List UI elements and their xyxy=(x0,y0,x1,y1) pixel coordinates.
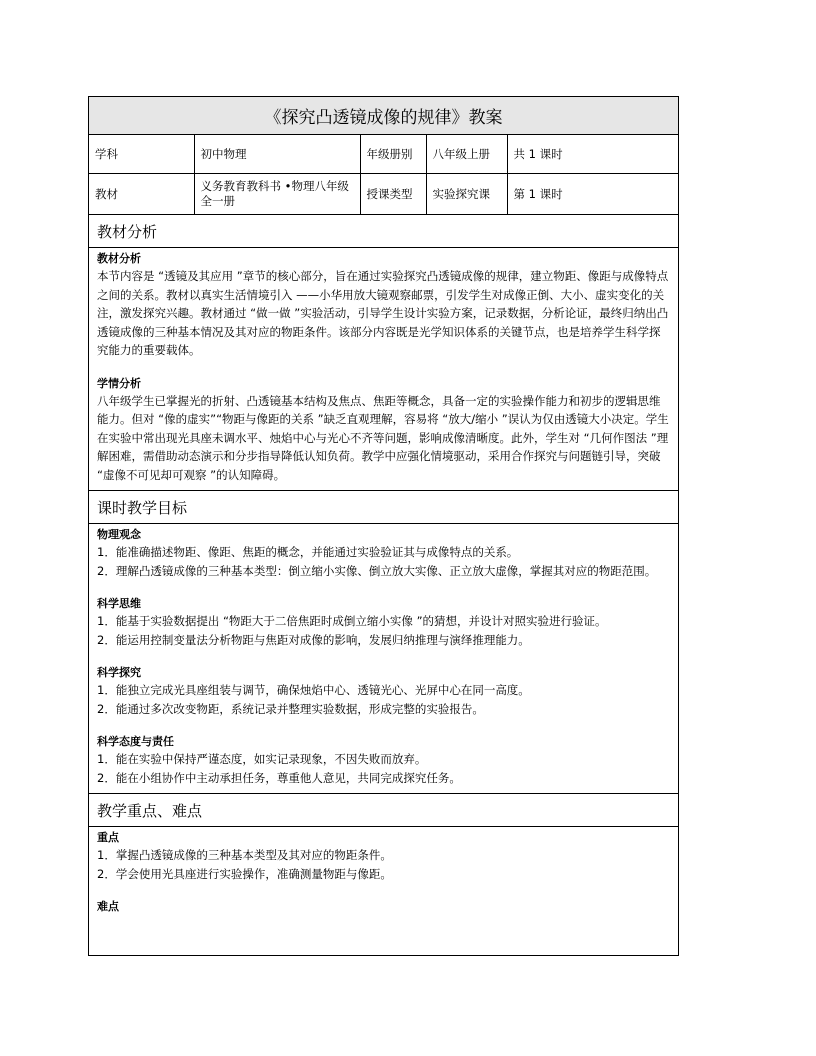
paragraph: 本节内容是 “透镜及其应用 ”章节的核心部分，旨在通过实验探究凸透镜成像的规律，建立物距、像距与成像特点之间的关系。教材以真实生活情境引入 ——小华用放大镜观察邮票，引发学生对成像正倒、大小、虚实变化的关注，激发探究兴趣。教材通过 “做一做 ”实验活动，引导学生设计实验方案，记录数据，分析论证，最终归纳出凸透镜成像的三种基本情况及其对应的物距条件。该部分内容既是光学知识体系的关键节点，也是培养学生科学探究能力的重要载体。 xyxy=(97,269,669,357)
section-body-material-analysis xyxy=(89,248,678,491)
subheading: 物理观念 xyxy=(97,528,141,541)
lesson-plan-document xyxy=(88,96,679,956)
paragraph: 八年级学生已掌握光的折射、凸透镜基本结构及焦点、焦距等概念，具备一定的实验操作能力和初步的逻辑思维能力。但对 “像的虚实”“物距与像距的关系 ”缺乏直观理解，容易将 “放大/缩小 ”误认为仅由透镜大小决定。学生在实验中常出现光具座未调水平、烛焰中心与光心不齐等问题，影响成像清晰度。此外，学生对 “几何作图法 ”理解困难，需借助动态演示和分步指导降低认知负荷。教学中应强化情境驱动，采用合作探究与问题链引导，突破 “虚像不可见却可观察 ”的认知障碍。 xyxy=(97,393,669,482)
grade-value: 八年级上册 xyxy=(426,135,507,174)
section-heading-objectives: 课时教学目标 xyxy=(89,491,678,524)
subheading: 科学思维 xyxy=(97,597,141,610)
lesson-type-value: 实验探究课 xyxy=(426,174,507,215)
subheading: 科学探究 xyxy=(97,666,141,679)
lesson-type-label: 授课类型 xyxy=(360,174,426,215)
list-item: 2．能在小组协作中主动承担任务，尊重他人意见，共同完成探究任务。 xyxy=(97,770,461,785)
subheading: 学情分析 xyxy=(97,376,141,390)
current-period: 第 1 课时 xyxy=(507,174,678,215)
info-row-subject xyxy=(89,135,678,174)
list-item: 1．掌握凸透镜成像的三种基本类型及其对应的物距条件。 xyxy=(97,848,392,862)
document-title: 《探究凸透镜成像的规律》教案 xyxy=(89,97,678,135)
section-heading-key-points: 教学重点、难点 xyxy=(89,794,678,827)
list-item: 1．能独立完成光具座组装与调节，确保烛焰中心、透镜光心、光屏中心在同一高度。 xyxy=(97,683,530,697)
textbook-label: 教材 xyxy=(89,174,194,215)
section-heading-material-analysis: 教材分析 xyxy=(89,215,678,248)
list-item: 2．能通过多次改变物距，系统记录并整理实验数据，形成完整的实验报告。 xyxy=(97,701,484,716)
list-item: 2．理解凸透镜成像的三种基本类型：倒立缩小实像、倒立放大实像、正立放大虚像，掌握其对应的物距范围。 xyxy=(97,563,657,578)
total-periods: 共 1 课时 xyxy=(507,135,678,174)
section-body-key-points xyxy=(89,827,678,921)
subheading: 科学态度与责任 xyxy=(97,735,174,748)
list-item: 1．能在实验中保持严谨态度，如实记录现象，不因失败而放弃。 xyxy=(97,752,427,766)
subject-value: 初中物理 xyxy=(194,135,360,174)
subheading: 教材分析 xyxy=(97,252,141,265)
subheading: 重点 xyxy=(97,831,119,844)
list-item: 1．能准确描述物距、像距、焦距的概念，并能通过实验验证其与成像特点的关系。 xyxy=(97,545,519,559)
textbook-value: 义务教育教科书 •物理八年级全一册 xyxy=(194,174,360,215)
section-body-objectives xyxy=(89,524,678,794)
list-item: 1．能基于实验数据提出 “物距大于二倍焦距时成倒立缩小实像 ”的猜想，并设计对照实验进行验证。 xyxy=(97,614,607,628)
list-item: 2．能运用控制变量法分析物距与焦距对成像的影响，发展归纳推理与演绎推理能力。 xyxy=(97,632,530,647)
course-info-table xyxy=(89,135,678,215)
info-row-textbook xyxy=(89,174,678,215)
subheading: 难点 xyxy=(97,900,119,913)
grade-label: 年级册别 xyxy=(360,135,426,174)
subject-label: 学科 xyxy=(89,135,194,174)
list-item: 2．学会使用光具座进行实验操作，准确测量物距与像距。 xyxy=(97,866,392,881)
